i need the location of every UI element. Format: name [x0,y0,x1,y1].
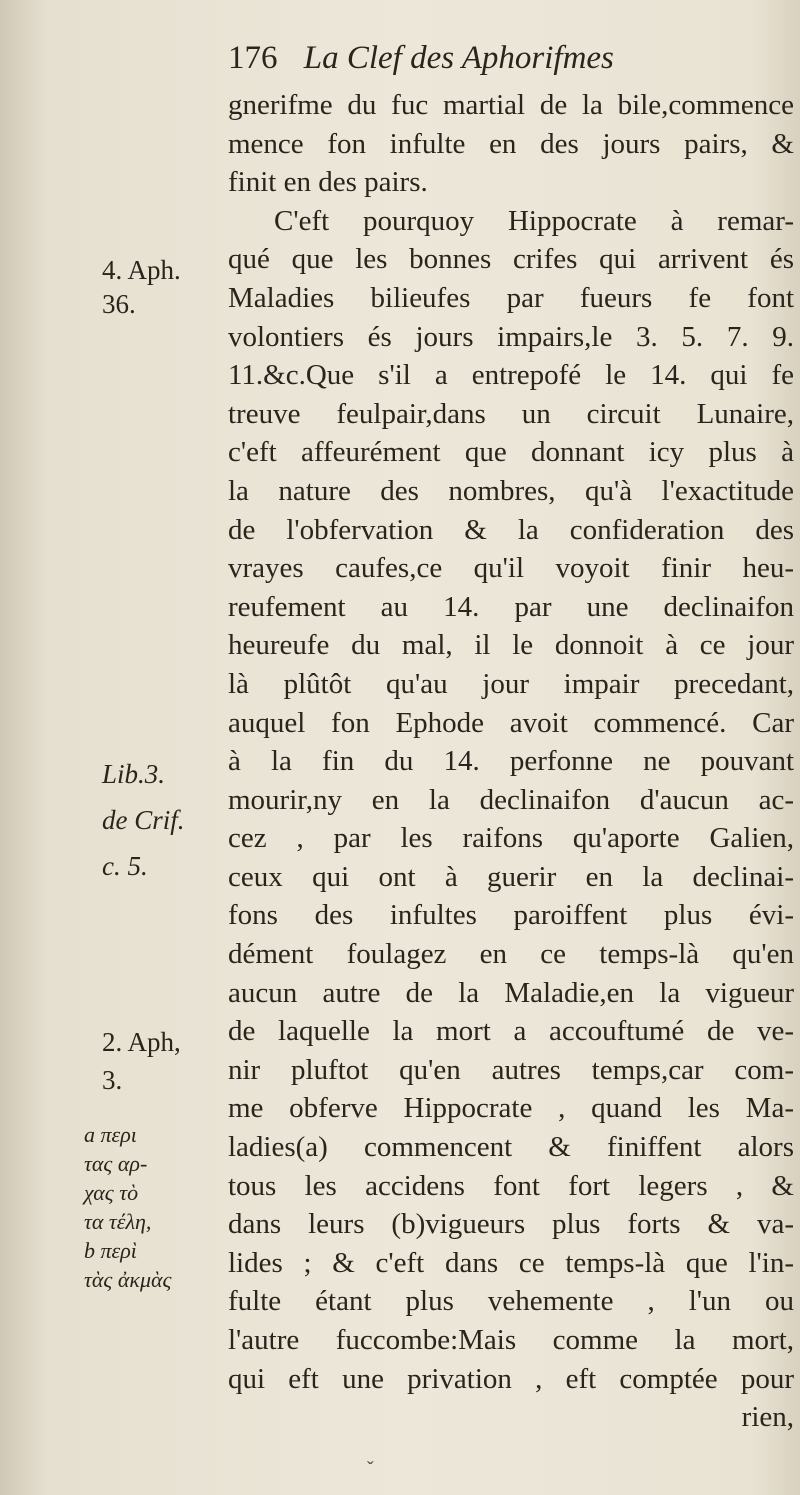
margin-note-c5: c. 5. [102,851,148,881]
running-title: La Clef des Aphorifmes [303,40,614,76]
text-line: dans leurs (b)vigueurs plus forts & va- [228,1208,794,1241]
margin-note-aph2-num: 3. [102,1065,123,1095]
text-line: ladies(a) commencent & finiffent alors [228,1131,794,1164]
text-line: de laquelle la mort a accouftumé de ve- [228,1015,794,1048]
text-line: auquel fon Ephode avoit commencé. Car [228,706,794,739]
text-line: là plûtôt qu'au jour impair precedant, [228,667,794,700]
greek-line: b περὶ [84,1238,137,1263]
ink-mark: ˇ [367,1458,374,1480]
text-line: lides ; & c'eft dans ce temps-là que l'in- [228,1246,794,1279]
text-line: heureufe du mal, il le donnoit à ce jour [228,629,794,662]
text-line: fulte étant plus vehemente , l'un ou [228,1285,794,1318]
running-header [228,40,768,90]
text-line: finit en des pairs. [228,166,428,199]
text-line: C'eft pourquoy Hippocrate à remar- [274,204,794,237]
text-line: fons des infultes paroiffent plus évi- [228,899,794,932]
text-line: ceux qui ont à guerir en la declinai- [228,860,794,893]
text-line: tous les accidens font fort legers , & [228,1169,794,1202]
page-number: 176 [228,40,278,76]
text-line: mourir,ny en la declinaifon d'aucun ac- [228,783,794,816]
margin-note-de-crif: de Crif. [102,805,185,835]
text-line: reufement au 14. par une declinaifon [228,590,794,623]
text-line: nir pluftot qu'en autres temps,car com- [228,1053,794,1086]
text-line: mence fon infulte en des jours pairs, & [228,127,794,160]
greek-line: a περι [84,1122,137,1147]
text-line: gnerifme du fuc martial de la bile,commence [228,89,794,121]
greek-line: τὰς ἀκμὰς [84,1267,172,1292]
text-line: dément foulagez en ce temps-là qu'en [228,938,794,971]
margin-note-aph4: 4. Aph. [102,255,181,285]
text-line: volontiers és jours impairs,le 3. 5. 7. 9. [228,320,794,353]
margin-note-aph4-num: 36. [102,289,136,319]
text-line: c'eft affeurément que donnant icy plus à [228,436,794,469]
greek-line: τα τέλη, [84,1209,152,1234]
text-line: Maladies bilieufes par fueurs fe font [228,281,794,314]
body-text [228,86,794,1437]
text-line: l'autre fuccombe:Mais comme la mort, [228,1324,794,1356]
text-line: 11.&c.Que s'il a entrepofé le 14. qui fe [228,359,794,392]
greek-line: χας τὸ [84,1180,139,1205]
margin-note-aph2: 2. Aph, [102,1027,181,1057]
greek-line: τας αρ- [84,1151,148,1176]
greek-margin-note [84,1120,171,1294]
text-line: la nature des nombres, qu'à l'exactitude [228,474,794,507]
text-line: me obferve Hippocrate , quand les Ma- [228,1092,794,1125]
text-line: aucun autre de la Maladie,en la vigueur [228,976,794,1009]
text-line: de l'obfervation & la confideration des [228,513,794,546]
text-line: qué que les bonnes crifes qui arrivent és [228,243,794,276]
text-line: vrayes caufes,ce qu'il voyoit finir heu- [228,552,794,585]
text-line: cez , par les raifons qu'aporte Galien, [228,822,794,855]
text-line: treuve feulpair,dans un circuit Lunaire, [228,397,794,430]
margin-note-lib3: Lib.3. [102,759,166,789]
text-line: à la fin du 14. perfonne ne pouvant [228,745,794,778]
catchword-line: rien, [741,1401,794,1434]
text-line: qui eft une privation , eft comptée pour [228,1362,794,1395]
